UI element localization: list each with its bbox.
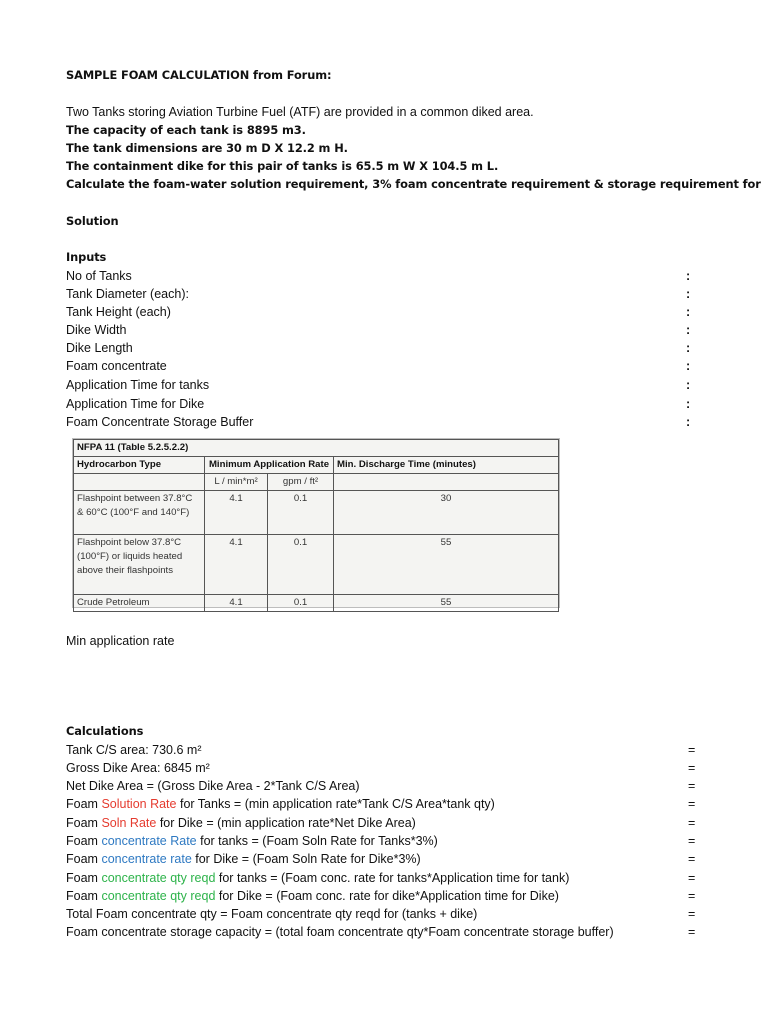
- calc-equals: =: [688, 871, 696, 885]
- nfpa-table-image: [72, 438, 560, 608]
- calc-equals: =: [688, 925, 696, 939]
- input-separator: :: [686, 269, 691, 283]
- input-label: Foam concentrate: [66, 359, 167, 373]
- problem-line: The containment dike for this pair of tanks is 65.5 m W X 104.5 m L.: [66, 159, 499, 173]
- calc-row: Gross Dike Area: 6845 m²: [66, 761, 210, 775]
- input-label: Tank Height (each): [66, 305, 171, 319]
- nfpa-header-type: Hydrocarbon Type: [74, 457, 205, 474]
- calculations-heading: Calculations: [66, 724, 144, 738]
- min-application-rate-label: Min application rate: [66, 634, 175, 648]
- nfpa-row: [74, 491, 559, 535]
- calc-highlight: concentrate qty reqd: [101, 871, 216, 885]
- nfpa-cell-metric: 4.1: [205, 595, 268, 612]
- calc-row: Tank C/S area: 730.6 m²: [66, 743, 202, 757]
- nfpa-cell-time: 55: [334, 595, 559, 612]
- calc-equals: =: [688, 889, 696, 903]
- calc-highlight: Solution Rate: [101, 797, 177, 811]
- inputs-heading: Inputs: [66, 250, 107, 264]
- nfpa-header-time: Min. Discharge Time (minutes): [334, 457, 559, 474]
- calc-row: Foam concentrate qty reqd for Dike = (Foam conc. rate for dike*Application time for Dike): [66, 889, 559, 903]
- nfpa-table-title: NFPA 11 (Table 5.2.5.2.2): [74, 440, 559, 457]
- problem-line: The capacity of each tank is 8895 m3.: [66, 123, 306, 137]
- calc-highlight: concentrate rate: [101, 852, 192, 866]
- problem-intro: Two Tanks storing Aviation Turbine Fuel (ATF) are provided in a common diked area.: [66, 105, 534, 119]
- calc-row: Total Foam concentrate qty = Foam concentrate qty reqd for (tanks + dike): [66, 907, 478, 921]
- input-label: Application Time for tanks: [66, 378, 210, 392]
- input-separator: :: [686, 359, 691, 373]
- calc-equals: =: [688, 852, 696, 866]
- calc-row: Foam concentrate qty reqd for tanks = (Foam conc. rate for tanks*Application time for tank): [66, 871, 570, 885]
- calc-equals: =: [688, 743, 696, 757]
- input-label: Foam Concentrate Storage Buffer: [66, 415, 254, 429]
- nfpa-cell-imperial: 0.1: [268, 535, 334, 595]
- calc-row: Net Dike Area = (Gross Dike Area - 2*Tank C/S Area): [66, 779, 360, 793]
- input-separator: :: [686, 287, 691, 301]
- input-label: No of Tanks: [66, 269, 132, 283]
- calc-highlight: concentrate qty reqd: [101, 889, 216, 903]
- nfpa-cell-time: 30: [334, 491, 559, 535]
- nfpa-cell-type: Crude Petroleum: [74, 595, 205, 612]
- input-label: Dike Length: [66, 341, 133, 355]
- input-separator: :: [686, 341, 691, 355]
- calc-row: Foam concentrate Rate for tanks = (Foam Soln Rate for Tanks*3%): [66, 834, 438, 848]
- nfpa-cell-metric: 4.1: [205, 491, 268, 535]
- input-separator: :: [686, 415, 691, 429]
- nfpa-cell-time: 55: [334, 535, 559, 595]
- nfpa-cell-imperial: 0.1: [268, 491, 334, 535]
- input-separator: :: [686, 397, 691, 411]
- nfpa-cell-imperial: 0.1: [268, 595, 334, 612]
- input-separator: :: [686, 378, 691, 392]
- calc-row: Foam concentrate storage capacity = (total foam concentrate qty*Foam concentrate storage buffer): [66, 925, 614, 939]
- nfpa-header-rate: Minimum Application Rate: [205, 457, 334, 474]
- calc-row: Foam concentrate rate for Dike = (Foam Soln Rate for Dike*3%): [66, 852, 421, 866]
- calc-equals: =: [688, 779, 696, 793]
- input-separator: :: [686, 305, 691, 319]
- nfpa-row: [74, 595, 559, 612]
- document-title: SAMPLE FOAM CALCULATION from Forum:: [66, 68, 332, 82]
- input-label: Dike Width: [66, 323, 127, 337]
- calc-row: Foam Solution Rate for Tanks = (min application rate*Tank C/S Area*tank qty): [66, 797, 495, 811]
- input-separator: :: [686, 323, 691, 337]
- calc-equals: =: [688, 797, 696, 811]
- calc-highlight: Soln Rate: [101, 816, 157, 830]
- nfpa-cell-type: Flashpoint below 37.8°C (100°F) or liquids heated above their flashpoints: [74, 535, 205, 595]
- nfpa-unit-imperial: gpm / ft²: [268, 474, 334, 491]
- solution-heading: Solution: [66, 214, 119, 228]
- nfpa-row: [74, 535, 559, 595]
- calc-equals: =: [688, 834, 696, 848]
- problem-line: The tank dimensions are 30 m D X 12.2 m H.: [66, 141, 348, 155]
- nfpa-cell-metric: 4.1: [205, 535, 268, 595]
- calc-equals: =: [688, 907, 696, 921]
- input-label: Application Time for Dike: [66, 397, 205, 411]
- nfpa-cell-type: Flashpoint between 37.8°C & 60°C (100°F and 140°F): [74, 491, 205, 535]
- calc-equals: =: [688, 761, 696, 775]
- calc-equals: =: [688, 816, 696, 830]
- problem-line: Calculate the foam-water solution requirement, 3% foam concentrate requirement & storage requirement for: [66, 177, 761, 191]
- nfpa-unit-metric: L / min*m²: [205, 474, 268, 491]
- calc-highlight: concentrate Rate: [101, 834, 197, 848]
- input-label: Tank Diameter (each):: [66, 287, 189, 301]
- calc-row: Foam Soln Rate for Dike = (min application rate*Net Dike Area): [66, 816, 416, 830]
